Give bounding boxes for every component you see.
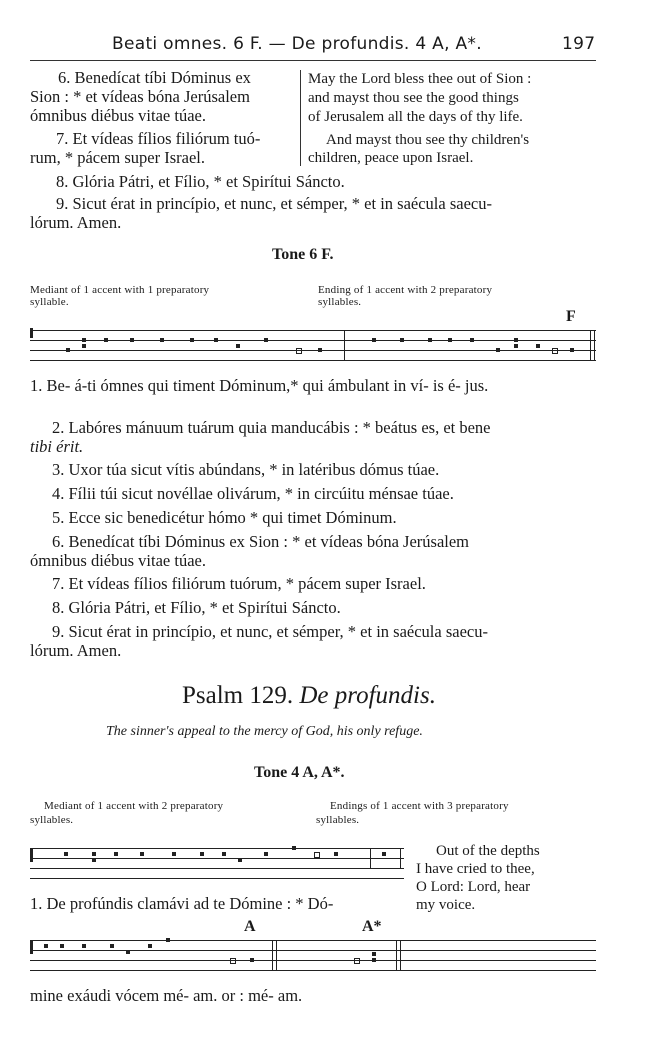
- psalm-incipit: De profundis.: [299, 682, 436, 709]
- tone-4a-title: Tone 4 A, A*.: [254, 764, 345, 781]
- psalm-verse-2: 2. Labóres mánuum tuárum quia manducábis : * beátus es, et bene: [52, 418, 491, 437]
- verse-7-line2: rum, * pácem super Israel.: [30, 148, 206, 167]
- running-header: Beati omnes. 6 F. — De profundis. 4 A, A*.: [112, 34, 482, 54]
- verse-9-line2: lórum. Amen.: [30, 213, 122, 232]
- psalm-129-subtitle: The sinner's appeal to the mercy of God, his only refuge.: [106, 724, 423, 739]
- tone-6f-lyric: 1. Be- á-ti ómnes qui timent Dóminum,* qui ámbulant in ví- is é- jus.: [30, 376, 489, 395]
- tone-6f-title: Tone 6 F.: [272, 246, 334, 263]
- column-divider: [300, 70, 301, 166]
- staff-tone-6f: [30, 326, 596, 366]
- tone-4a-lyric-1: 1. De profúndis clamávi ad te Dómine : * Dó-: [30, 894, 334, 913]
- translation-line5: children, peace upon Israel.: [308, 150, 474, 166]
- verse-6-line1: 6. Benedícat tíbi Dóminus ex: [58, 68, 251, 87]
- translation-4a-line1: Out of the depths: [436, 843, 540, 859]
- psalm-verse-7: 7. Et vídeas fílios filiórum tuórum, * pácem super Israel.: [52, 574, 426, 593]
- header-rule: [30, 60, 596, 61]
- psalm-verse-6: 6. Benedícat tíbi Dóminus ex Sion : * et vídeas bóna Jerúsalem: [52, 532, 470, 551]
- psalm-verse-6-cont: ómnibus diébus vitae túae.: [30, 551, 206, 570]
- tone-6f-mediant-label-2: syllable.: [30, 296, 69, 308]
- tone-4a-lyric-2: mine exáudi vócem mé- am. or : mé- am.: [30, 986, 303, 1005]
- tone-4a-ending-label-2: syllables.: [316, 814, 360, 826]
- translation-line3: of Jerusalem all the days of thy life.: [308, 109, 523, 125]
- psalm-verse-9: 9. Sicut érat in princípio, et nunc, et sémper, * et in saécula saecu-: [52, 622, 488, 641]
- verse-8: 8. Glória Pátri, et Fílio, * et Spirítui Sáncto.: [56, 172, 345, 191]
- psalm-number: Psalm 129.: [182, 682, 294, 709]
- translation-line1: May the Lord bless thee out of Sion :: [308, 71, 532, 87]
- tone-6f-mediant-label: Mediant of 1 accent with 1 preparatory: [30, 284, 210, 296]
- staff-tone-4a-endings: [30, 936, 596, 980]
- tone-6f-clef-letter: F: [566, 308, 576, 325]
- clef-mark: [30, 328, 33, 338]
- psalm-verse-5: 5. Ecce sic benedicétur hómo * qui timet Dóminum.: [52, 508, 397, 527]
- translation-4a-line4: my voice.: [416, 897, 476, 913]
- page-number: 197: [562, 34, 596, 54]
- translation-line2: and mayst thou see the good things: [308, 90, 519, 106]
- translation-4a-line2: I have cried to thee,: [416, 861, 535, 877]
- psalm-verse-8: 8. Glória Pátri, et Fílio, * et Spirítui Sáncto.: [52, 598, 341, 617]
- verse-9-line1: 9. Sicut érat in princípio, et nunc, et sémper, * et in saécula saecu-: [56, 194, 492, 213]
- psalm-verse-3: 3. Uxor túa sicut vítis abúndans, * in latéribus dómus túae.: [52, 460, 440, 479]
- ending-label-a: A: [244, 918, 256, 935]
- translation-line4: And mayst thou see thy children's: [326, 132, 530, 148]
- tone-6f-ending-label: Ending of 1 accent with 2 preparatory: [318, 284, 493, 296]
- staff-tone-4a-mediant: [30, 844, 404, 888]
- psalm-verse-9-cont: lórum. Amen.: [30, 641, 122, 660]
- verse-7-line1: 7. Et vídeas fílios filiórum tuó-: [56, 129, 261, 148]
- tone-4a-mediant-label: Mediant of 1 accent with 2 preparatory: [44, 800, 224, 812]
- psalm-129-title: [182, 682, 436, 710]
- tone-4a-mediant-label-2: syllables.: [30, 814, 74, 826]
- tone-4a-ending-label: Endings of 1 accent with 3 preparatory: [330, 800, 509, 812]
- translation-4a-line3: O Lord: Lord, hear: [416, 879, 531, 895]
- ending-label-a-star: A*: [362, 918, 382, 935]
- verse-6-line2: Sion : * et vídeas bóna Jerúsalem: [30, 87, 250, 106]
- tone-6f-ending-label-2: syllables.: [318, 296, 362, 308]
- psalm-verse-4: 4. Fílii túi sicut novéllae olivárum, * in circúitu ménsae túae.: [52, 484, 454, 503]
- verse-6-line3: ómnibus diébus vitae túae.: [30, 106, 206, 125]
- psalm-verse-2-cont: tibi érit.: [30, 437, 84, 456]
